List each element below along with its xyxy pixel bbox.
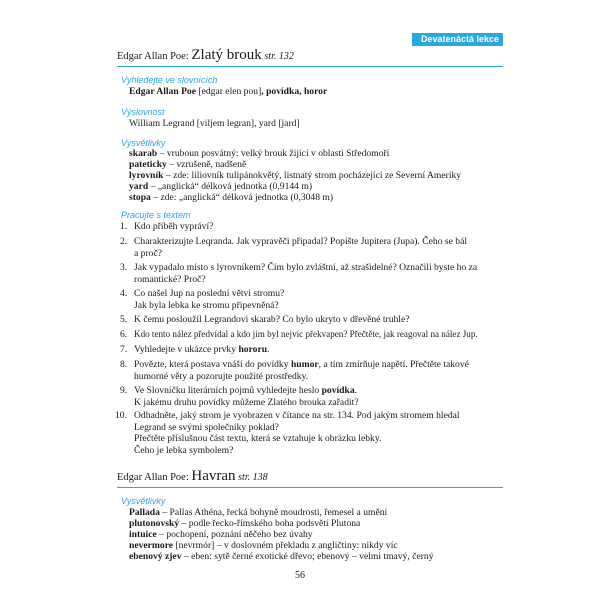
page-reference: str. 132	[264, 51, 294, 62]
article-author: Edgar Allan Poe:	[117, 51, 189, 62]
glossary-item: stopa – zde: „anglická“ délková jednotka (0,3048 m)	[129, 192, 334, 203]
question-item: 3. Jak vypadalo místo s lyrovníkem? Čím bylo zvláštní, až strašidelné? Označili byste ho za romantické? Proč?	[120, 262, 478, 285]
question-item: 4. Co našel Jup na poslední větvi stromu? Jak byla lebka ke stromu připevněná?	[120, 288, 285, 311]
title-rule	[117, 487, 503, 488]
glossary-item: plutonovský – podle řecko-římského boha podsvětí Plutona	[129, 518, 361, 529]
section-heading-pronunciation: Výslovnost	[121, 107, 165, 117]
question-item: 6. Kdo tento nález předvídal a kdo jím byl nejvíc překvapen? Přečtěte, jak reagoval na nález Jup.	[120, 329, 478, 340]
page-reference: str. 138	[238, 472, 268, 483]
search-terms: , povídka, horor	[261, 86, 328, 97]
article-title-text: Zlatý brouk	[191, 47, 262, 63]
glossary-item: lyrovník – zde: liliovník tulipánokvětý, listnatý strom pocházející ze Severní Ameriky	[129, 170, 462, 181]
question-item: 8. Povězte, která postava vnáší do povídky humor, a tím zmírňuje napětí. Přečtěte takové humorné věty a pozorujte použité prostředky.	[120, 359, 469, 382]
section-heading-glossary: Vysvětlivky	[121, 138, 166, 148]
section-heading-work: Pracujte s textem	[121, 210, 191, 220]
question-item: 7. Vyhledejte v ukázce prvky hororu.	[120, 344, 270, 355]
glossary-item: Pallada – Pallas Athéna, řecká bohyně moudrosti, řemesel a umění	[129, 507, 388, 518]
section-heading-glossary: Vysvětlivky	[121, 496, 166, 506]
glossary-item: ebenový zjev – eben: sytě černé exotické dřevo; ebenový – velmi tmavý, černý	[129, 551, 434, 562]
title-rule	[117, 66, 503, 67]
question-item: 10. Odhadněte, jaký strom je vyobrazen v čítance na str. 134. Pod jakým stromem hledal Legrand se svými společníky poklad? Přečtěte příslušnou část textu, která se vztahuje k obrázku lebky. Čeho je lebka symbolem?	[115, 410, 460, 456]
search-author: Edgar Allan Poe	[129, 86, 196, 97]
question-item: 2. Charakterizujte Leqranda. Jak vypravěči připadal? Popište Jupitera (Jupa). Čeho se bál a proč?	[120, 236, 467, 259]
glossary-item: nevermore [nevrmór] – v doslovném překladu z angličtiny: nikdy víc	[129, 540, 398, 551]
pronunciation-line: William Legrand [viljem legran], yard [jard]	[129, 118, 300, 129]
glossary-item: intuice – pochopení, poznání něčeho bez úvahy	[129, 529, 313, 540]
section-heading-search: Vyhledejte ve slovnících	[121, 75, 218, 85]
glossary-item: skarab – vruboun posvátný: velký brouk žijící v oblasti Středomoří	[129, 148, 390, 159]
article-author: Edgar Allan Poe:	[117, 472, 189, 483]
glossary-item: pateticky – vzrušeně, nadšeně	[129, 159, 247, 170]
article-title-text: Havran	[191, 468, 236, 484]
question-item: 9. Ve Slovníčku literárních pojmů vyhledejte heslo povídka. K jakému druhu povídky můžeme Zlatého brouka zařadit?	[120, 385, 359, 408]
search-line	[129, 86, 327, 97]
question-item: 1. Kdo příběh vypráví?	[120, 221, 214, 232]
article-title-2	[117, 468, 268, 485]
question-item: 5. K čemu posloužil Legrandovi skarab? Co bylo ukryto v dřevěné truhle?	[120, 314, 410, 325]
glossary-item: yard – „anglická“ délková jednotka (0,9144 m)	[129, 181, 313, 192]
article-title-1	[117, 47, 294, 64]
search-pronunciation: [edgar elen pou]	[198, 86, 262, 97]
chapter-tab: Devatenáctá lekce	[412, 33, 503, 46]
page-number: 56	[295, 570, 305, 581]
